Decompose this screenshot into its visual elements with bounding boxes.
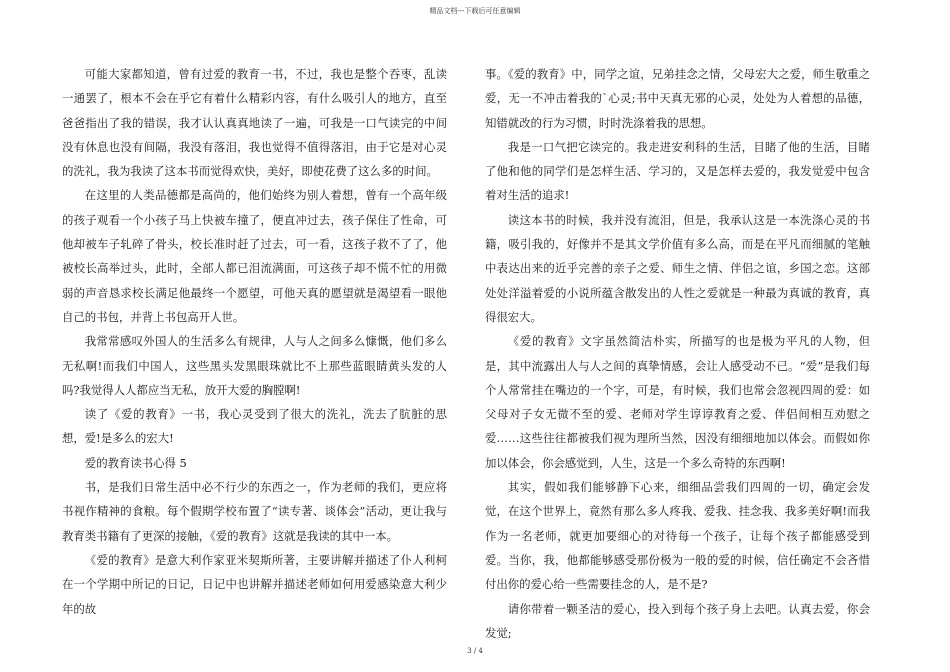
paragraph-continued: 事。《爱的教育》中，同学之谊，兄弟挂念之情，父母宏大之爱，师生敬重之爱，无一不冲击着我的`心灵;书中天真无邪的心灵，处处为人着想的品德，知错就改的行为习惯，时时洗涤着我的思想。 [485,67,870,130]
paragraph: 我常常感叹外国人的生活多么有规律，人与人之间多么慷慨，他们多么无私啊!而我们中国人，这些黑头发黑眼珠就比不上那些蓝眼睛黄头发的人吗?我觉得人人都应当无私，放开大爱的胸膛啊! [62,334,447,397]
paragraph: 读了《爱的教育》一书，我心灵受到了很大的洗礼，洗去了肮脏的思想，爱!是多么的宏大! [62,407,447,446]
paragraph: 请你带着一颗圣洁的爱心，投入到每个孩子身上去吧。认真去爱，你会发觉; [485,601,870,640]
section-heading: 爱的教育读书心得 5 [84,455,187,470]
page-header: 精品文档---下载后可任意编辑 [429,7,521,15]
paragraph: 其实，假如我们能够静下心来，细细品尝我们四周的一切，确定会发觉，在这个世界上，竟然有那么多人疼我、爱我、挂念我、我多美好啊!而我作为一名老师，就更加要细心的对待每一个孩子，让每个孩子都能感受到爱。当你，我，他都能够感受那份极为一般的爱的时候，信任确定不会吝惜付出你的爱心给一些需要挂念的人，是不是? [485,480,870,592]
paragraph: 《爱的教育》文字虽然简洁朴实，所描写的也是极为平凡的人物，但是，其中流露出人与人之间的真挚情感，会让人感受动不已。“爱”是我们每个人常常挂在嘴边的一个字，可是，有时候，我们也常会忽视四周的爱：如父母对子女无微不至的爱、老师对学生谆谆教育之爱、伴侣间相互劝慰之爱……这些往往都被我们视为理所当然，因没有细细地加以体会。而假如你加以体会，你会感觉到，人生，这是一个多么奇特的东西啊! [485,334,870,470]
left-column [62,62,447,621]
right-column [485,62,870,645]
paragraph: 在这里的人类品德都是高尚的，他们始终为别人着想，曾有一个高年级的孩子观看一个小孩子马上快被车撞了，便直冲过去，孩子保住了性命，可他却被车子轧碎了骨头，校长准时赶了过去，可一看，这孩子救不了了，他被校长高举过头，此时，全部人都已泪流满面，可这孩子却不慌不忙的用微弱的声音恳求校长满足他最终一个愿望，可他天真的愿望就是渴望看一眼他自己的书包，并背上书包高开人世。 [62,188,447,324]
page-number: 3 / 4 [467,647,483,655]
paragraph: 读这本书的时候，我并没有流泪，但是，我承认这是一本洗涤心灵的书籍，吸引我的，好像并不是其文学价值有多么高，而是在平凡而细腻的笔触中表达出来的近乎完善的亲子之爱、师生之情、伴侣之谊，乡国之恋。这部处处洋溢着爱的小说所蕴含散发出的人性之爱就是一种最为真诚的教育，真得很宏大。 [485,212,870,324]
paragraph: 《爱的教育》是意大利作家亚米契斯所著，主要讲解并描述了仆人利柯在一个学期中所记的日记，日记中也讲解并描述老师如何用爱感染意大利少年的故 [62,552,447,616]
paragraph: 书，是我们日常生活中必不行少的东西之一，作为老师的我们，更应将书视作精神的食粮。每个假期学校布置了“读专著、谈体会”活动，更让我与教育类书籍有了更深的接触，《爱的教育》这就是我读的其中一本。 [62,480,447,543]
paragraph: 可能大家都知道，曾有过爱的教育一书，不过，我也是整个吞枣，乱读一通罢了，根本不会在乎它有着什么精彩内容，有什么吸引人的地方，直至爸爸指出了我的错误，我才认认真真地读了一遍，可我是一口气读完的中间没有休息也没有间隔，我没有落泪，我也觉得不值得落泪，由于它是对心灵的洗礼，我为我读了这本书而觉得欢快，美好，即使花费了这么多的时间。 [62,67,447,179]
paragraph: 我是一口气把它读完的。我走进安利科的生活，目睹了他的生活，目睹了他和他的同学们是怎样生活、学习的，又是怎样去爱的，我发觉爱中包含着对生活的追求! [485,139,870,203]
